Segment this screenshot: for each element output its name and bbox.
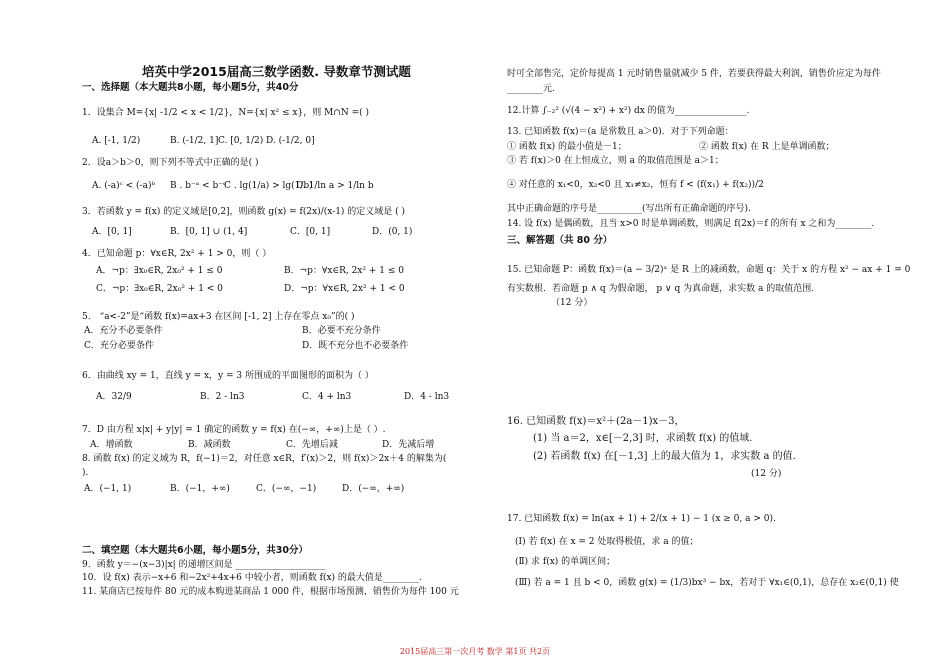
q8-option-c: C．(−∞，−1) [256,484,317,494]
q5-option-a: A．充分不必要条件 [84,326,163,336]
question-3: 3．若函数 y = f(x) 的定义域是[0,2]，则函数 g(x) = f(2x)/(x-1) 的定义域是 ( ) [82,207,406,217]
question-8: 8. 函数 f(x) 的定义域为 R，f(−1)＝2，对任意 x∈R，f′(x)＞2，则 f(x)＞2x＋4 的解集为( [82,454,447,464]
q3-option-c: C．[0, 1] [290,227,331,237]
q4-option-a: A．¬p：∃x₀∈R, 2x₀² + 1 ≤ 0 [96,266,223,276]
q13-statement-4: ④ 对任意的 x₁<0，x₂<0 且 x₁≠x₂，恒有 f < (f(x₁) + f(x₂))/2 [507,180,764,190]
question-11-continued: 时可全部售完，定价每提高 1 元时销售量就减少 5 件，若要获得最大利润，销售价应定为每件 [507,69,881,79]
q16-part-2: (2) 若函数 f(x) 在[－1,3] 上的最大值为 1，求实数 a 的值. [533,451,796,462]
q1-option-d: D. (-1/2, 0] [266,136,315,146]
q8-option-b: B．(−1，+∞) [170,484,230,494]
question-5: 5． “a<-2”是“函数 f(x)=ax+3 在区间 [-1, 2] 上存在零点 x₀”的( ) [82,312,355,322]
q17-part-3: (Ⅲ) 若 a = 1 且 b < 0，函数 g(x) = (1/3)bx³ − bx，若对于 ∀x₁∈(0,1)，总存在 x₂∈(0,1) 使 [515,578,899,588]
q7-option-b: B．减函数 [188,440,231,450]
section-fill-heading: 二、填空题（本大题共6小题，每小题5分，共30分） [82,545,308,556]
q5-option-d: D．既不充分也不必要条件 [302,341,409,351]
question-15: 15. 已知命题 P：函数 f(x)＝(a − 3/2)ˣ 是 R 上的减函数，命题 q：关于 x 的方程 x² − ax + 1 = 0 [507,265,911,275]
q3-option-d: D．(0, 1) [372,227,413,237]
q2-option-a: A. (-a)ᶜ < (-a)ᵇ [92,181,156,191]
q1-option-c: C. [0, 1/2) [218,136,264,146]
q16-part-1: (1) 当 a＝2，x∈[－2,3] 时，求函数 f(x) 的值域. [533,433,753,444]
page-title: 培英中学2015届高三数学函数. 导数章节测试题 [142,64,411,79]
q7-option-d: D．先减后增 [382,440,435,450]
question-6: 6．由曲线 xy = 1，直线 y = x，y = 3 所围成的平面图形的面积为（ ） [82,371,374,381]
page-footer: 2015届高三第一次月考 数学 第1页 共2页 [399,647,551,656]
q7-option-a: A．增函数 [90,440,133,450]
question-12: 12.计算 ∫₋₂² (√(4 − x²) + x²) dx 的值为________________. [507,106,750,116]
q4-option-c: C．¬p：∃x₀∈R, 2x₀² + 1 < 0 [96,284,223,294]
question-8-end: ). [82,468,89,478]
q3-option-b: B．[0, 1] ∪ (1, 4] [170,227,248,237]
question-11-answer-blank: ________元. [507,84,555,94]
q4-option-d: D．¬p：∀x∈R, 2x² + 1 < 0 [284,284,405,294]
q15-score: （12 分） [551,298,593,308]
q7-option-c: C．先增后减 [286,440,338,450]
q1-option-b: B. (-1/2, 1] [170,136,219,146]
q1-option-a: A. [-1, 1/2) [92,136,141,146]
question-1: 1．设集合 M={x| -1/2 < x < 1/2}，N={x| x² ≤ x}，则 M∩N =( ) [82,108,370,118]
question-17: 17. 已知函数 f(x) = ln(ax + 1) + 2/(x + 1) − 1 (x ≥ 0, a > 0). [507,514,776,524]
section-choice-heading: 一、选择题（本大题共8小题，每小题5分，共40分 [82,82,299,93]
q2-option-d: D. 1/ln a > 1/ln b [296,181,374,191]
question-14: 14. 设 f(x) 是偶函数，且当 x>0 时是单调函数，则满足 f(2x)＝f 的所有 x 之和为________. [507,219,875,229]
question-4: 4．已知命题 p：∀x∈R, 2x² + 1 > 0，则（ ） [82,249,272,259]
q6-option-d: D．4 - ln3 [404,392,450,402]
question-16: 16. 已知函数 f(x)＝x²＋(2a－1)x－3， [507,416,685,427]
question-2: 2．设a＞b＞0，则下列不等式中正确的是( ) [82,158,259,168]
q2-option-c: C . lg(1/a) > lg(1/b) [224,181,313,191]
q17-part-2: (Ⅱ) 求 f(x) 的单调区间； [515,557,616,567]
question-15-continued: 有实数根．若命题 p ∧ q 为假命题， p ∨ q 为真命题，求实数 a 的取值范围. [507,284,815,294]
q13-answer-prompt: 其中正确命题的序号是__________(写出所有正确命题的序号). [507,204,751,214]
section-answer-heading: 三、解答题（共 80 分） [507,235,613,246]
q3-option-a: A．[0, 1] [92,227,132,237]
q8-option-d: D．(−∞，+∞) [342,484,405,494]
q13-statement-3: ③ 若 f(x)＞0 在上恒成立，则 a 的取值范围是 a＞1； [507,156,724,166]
q4-option-b: B．¬p：∀x∈R, 2x² + 1 ≤ 0 [284,266,404,276]
q13-statement-1: ① 函数 f(x) 的最小值是－1； [507,142,627,152]
q5-option-c: C．充分必要条件 [84,341,154,351]
q6-option-a: A．32/9 [96,392,132,402]
q13-statement-2: ② 函数 f(x) 在 R 上是单调函数； [699,142,835,152]
q17-part-1: (Ⅰ) 若 f(x) 在 x = 2 处取得极值，求 a 的值； [515,537,699,547]
question-13: 13. 已知函数 f(x)＝(a 是常数且 a＞0)．对于下列命题： [507,127,734,137]
q6-option-b: B．2 - ln3 [200,392,245,402]
question-11: 11. 某商店已按每件 80 元的成本购进某商品 1 000 件，根据市场预测，销售价为每件 100 元 [82,587,459,597]
q2-option-b: B . b⁻ᵃ < b⁻ᶜ [170,181,227,191]
q6-option-c: C．4 + ln3 [302,392,352,402]
question-9: 9．函数 y＝−(x−3)|x| 的递增区间是 ____________________ [82,560,326,570]
question-7: 7．D 由方程 x|x| + y|y| = 1 确定的函数 y = f(x) 在(−∞，+∞)上是（ ）. [82,425,386,435]
question-10: 10．设 f(x) 表示−x+6 和−2x²+4x+6 中较小者，则函数 f(x) 的最大值是________. [82,573,422,583]
q8-option-a: A．(−1, 1) [84,484,132,494]
q16-score: (12 分) [751,469,782,479]
q5-option-b: B．必要不充分条件 [302,326,381,336]
